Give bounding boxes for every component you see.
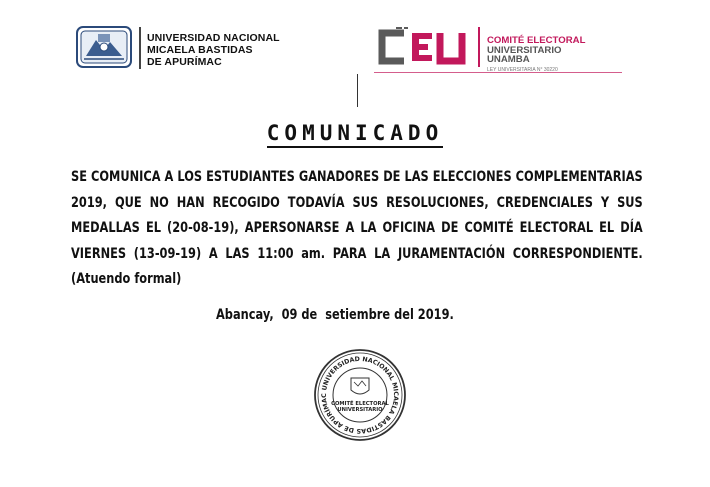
- university-name-line: DE APURÍMAC: [147, 56, 222, 68]
- committee-name-line: UNIVERSITARIO: [487, 44, 562, 56]
- committee-divider: [478, 27, 480, 67]
- university-crest-icon: [76, 26, 132, 68]
- committee-name-line: COMITÉ ELECTORAL: [487, 35, 586, 46]
- header-separator-line: [357, 74, 358, 107]
- committee-law: LEY UNIVERSITARIA N° 30220: [487, 66, 558, 73]
- document-title: [0, 121, 710, 145]
- document-body: SE COMUNICA A LOS ESTUDIANTES GANADORES DE LAS ELECCIONES COMPLEMENTARIAS 2019, QUE NO HAN RECOGIDO TODAVÍA SUS RESOLUCIONES, CREDENCIALES Y SUS MEDALLAS EL (20-08-19), APERSONARSE A LA OFICINA DE COMITÉ ELECTORAL EL DÍA VIERNES (13-09-19) A LAS 11:00 am. PARA LA JURAMENTACIÓN CORRESPONDIENTE. (Atuendo formal): [71, 168, 643, 287]
- university-name-line: UNIVERSIDAD NACIONAL: [147, 32, 280, 44]
- ceu-logo-icon: [374, 25, 470, 69]
- seal-center-line: UNIVERSITARIO: [337, 407, 383, 413]
- document-date: Abancay, 09 de setiembre del 2019.: [216, 306, 454, 323]
- committee-underline: [374, 72, 622, 73]
- official-seal-icon: [313, 348, 407, 442]
- committee-name-line: UNAMBA: [487, 54, 530, 65]
- university-name: [147, 32, 280, 68]
- university-name-line: MICAELA BASTIDAS: [147, 44, 253, 56]
- header-divider: [139, 27, 141, 69]
- committee-name: [487, 36, 585, 73]
- seal-center-line: COMITÉ ELECTORAL: [331, 401, 389, 407]
- document-title-text: COMUNICADO: [267, 121, 443, 148]
- seal-ring-text: UNIVERSIDAD NACIONAL MICAELA BASTIDAS DE APURÍMAC: [320, 355, 400, 435]
